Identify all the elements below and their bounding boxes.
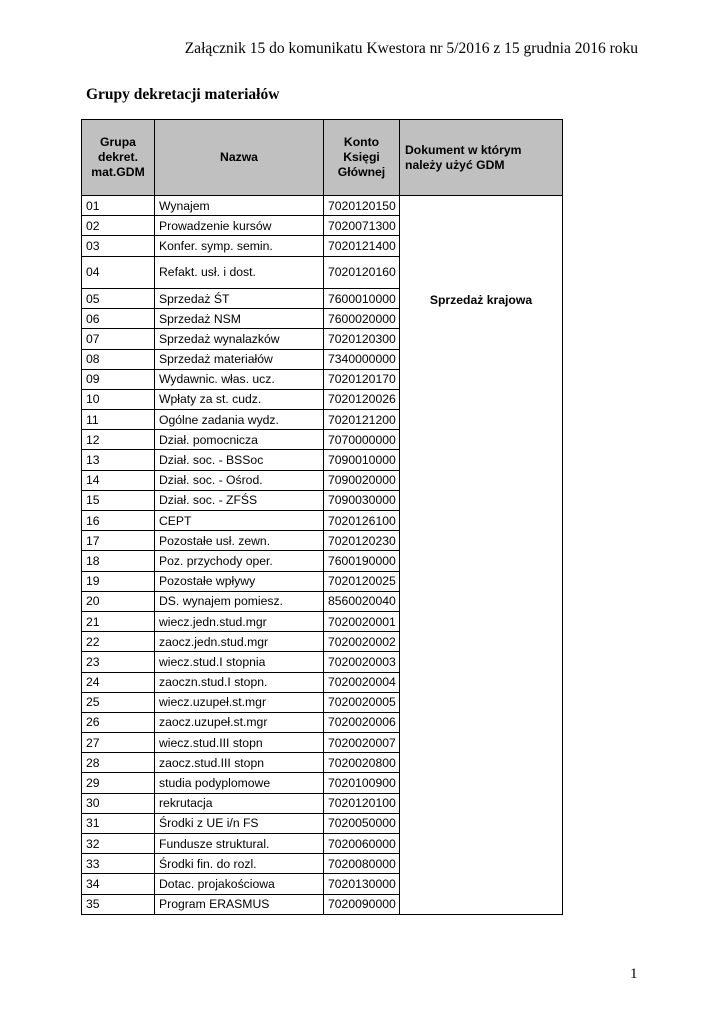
- cell-konto: 7020090000: [324, 894, 400, 914]
- cell-nazwa: wiecz.jedn.stud.mgr: [155, 611, 324, 631]
- cell-konto: 7020060000: [324, 834, 400, 854]
- cell-konto: 7020020002: [324, 632, 400, 652]
- cell-nazwa: Fundusze struktural.: [155, 834, 324, 854]
- cell-nazwa: Konfer. symp. semin.: [155, 236, 324, 256]
- cell-nazwa: Pozostałe wpływy: [155, 571, 324, 591]
- cell-grupa: 18: [82, 551, 155, 571]
- cell-grupa: 27: [82, 733, 155, 753]
- cell-nazwa: rekrutacja: [155, 793, 324, 813]
- cell-grupa: 29: [82, 773, 155, 793]
- cell-grupa: 15: [82, 490, 155, 510]
- cell-konto: 7020130000: [324, 874, 400, 894]
- header-grupa-line: mat.GDM: [91, 165, 145, 179]
- cell-grupa: 34: [82, 874, 155, 894]
- cell-nazwa: Sprzedaż materiałów: [155, 349, 324, 369]
- cell-nazwa: Prowadzenie kursów: [155, 216, 324, 236]
- cell-grupa: 35: [82, 894, 155, 914]
- cell-nazwa: DS. wynajem pomiesz.: [155, 591, 324, 611]
- cell-grupa: 19: [82, 571, 155, 591]
- header-konto-line: Księgi: [343, 150, 380, 164]
- cell-konto: 7070000000: [324, 430, 400, 450]
- cell-nazwa: Sprzedaż wynalazków: [155, 329, 324, 349]
- header-dokument-line: Dokument w którym: [405, 142, 522, 157]
- cell-grupa: 02: [82, 216, 155, 236]
- cell-konto: 7090030000: [324, 490, 400, 510]
- cell-nazwa: Pozostałe usł. zewn.: [155, 531, 324, 551]
- cell-grupa: 16: [82, 511, 155, 531]
- cell-nazwa: CEPT: [155, 511, 324, 531]
- cell-nazwa: zaoczn.stud.I stopn.: [155, 672, 324, 692]
- cell-nazwa: wiecz.uzupeł.st.mgr: [155, 692, 324, 712]
- cell-grupa: 05: [82, 288, 155, 308]
- cell-grupa: 14: [82, 470, 155, 490]
- cell-dokument: Sprzedaż krajowa: [400, 196, 563, 915]
- cell-grupa: 04: [82, 256, 155, 288]
- cell-grupa: 28: [82, 753, 155, 773]
- cell-konto: 7020126100: [324, 511, 400, 531]
- gdm-table: [81, 119, 563, 915]
- cell-konto: 7600020000: [324, 309, 400, 329]
- cell-nazwa: Dział. soc. - ZFŚS: [155, 490, 324, 510]
- cell-nazwa: Poz. przychody oper.: [155, 551, 324, 571]
- cell-grupa: 13: [82, 450, 155, 470]
- cell-grupa: 01: [82, 196, 155, 216]
- cell-konto: 7020050000: [324, 813, 400, 833]
- cell-nazwa: Wynajem: [155, 196, 324, 216]
- cell-nazwa: Sprzedaż ŚT: [155, 288, 324, 308]
- header-dokument: [400, 120, 563, 196]
- cell-grupa: 25: [82, 692, 155, 712]
- cell-grupa: 21: [82, 611, 155, 631]
- cell-konto: 7020120300: [324, 329, 400, 349]
- cell-konto: 7020120025: [324, 571, 400, 591]
- cell-konto: 7020020003: [324, 652, 400, 672]
- header-grupa-line: Grupa: [100, 135, 136, 149]
- cell-grupa: 30: [82, 793, 155, 813]
- cell-konto: 7020120150: [324, 196, 400, 216]
- cell-nazwa: Program ERASMUS: [155, 894, 324, 914]
- cell-konto: 8560020040: [324, 591, 400, 611]
- cell-nazwa: Ogólne zadania wydz.: [155, 410, 324, 430]
- cell-nazwa: Sprzedaż NSM: [155, 309, 324, 329]
- cell-konto: 7020020004: [324, 672, 400, 692]
- cell-nazwa: wiecz.stud.I stopnia: [155, 652, 324, 672]
- cell-konto: 7020120230: [324, 531, 400, 551]
- cell-grupa: 24: [82, 672, 155, 692]
- cell-nazwa: Środki fin. do rozl.: [155, 854, 324, 874]
- cell-nazwa: Dział. pomocnicza: [155, 430, 324, 450]
- cell-konto: 7020120170: [324, 369, 400, 389]
- cell-nazwa: Wydawnic. włas. ucz.: [155, 369, 324, 389]
- cell-grupa: 17: [82, 531, 155, 551]
- cell-grupa: 22: [82, 632, 155, 652]
- cell-grupa: 11: [82, 410, 155, 430]
- cell-nazwa: Środki z UE i/n FS: [155, 813, 324, 833]
- table-row: [82, 196, 563, 216]
- header-konto-line: Głównej: [337, 165, 386, 179]
- cell-konto: 7340000000: [324, 349, 400, 369]
- page-title: Grupy dekretacji materiałów: [86, 86, 280, 103]
- cell-nazwa: Wpłaty za st. cudz.: [155, 389, 324, 409]
- cell-konto: 7020020007: [324, 733, 400, 753]
- cell-nazwa: studia podyplomowe: [155, 773, 324, 793]
- cell-grupa: 23: [82, 652, 155, 672]
- cell-nazwa: Refakt. usł. i dost.: [155, 256, 324, 288]
- cell-konto: 7020121200: [324, 410, 400, 430]
- cell-grupa: 07: [82, 329, 155, 349]
- cell-grupa: 06: [82, 309, 155, 329]
- cell-nazwa: zaocz.jedn.stud.mgr: [155, 632, 324, 652]
- cell-konto: 7020121400: [324, 236, 400, 256]
- cell-konto: 7020071300: [324, 216, 400, 236]
- cell-konto: 7090020000: [324, 470, 400, 490]
- cell-grupa: 08: [82, 349, 155, 369]
- cell-konto: 7020020001: [324, 611, 400, 631]
- cell-konto: 7600010000: [324, 288, 400, 308]
- header-konto-line: Konto: [343, 135, 380, 149]
- document-header: Załącznik 15 do komunikatu Kwestora nr 5/2016 z 15 grudnia 2016 roku: [184, 40, 638, 57]
- cell-konto: 7090010000: [324, 450, 400, 470]
- cell-konto: 7020120026: [324, 389, 400, 409]
- table-header-row: [82, 120, 563, 196]
- table-body: [82, 196, 563, 915]
- header-grupa-line: dekret.: [98, 150, 138, 164]
- cell-nazwa: Dział. soc. - BSSoc: [155, 450, 324, 470]
- cell-grupa: 12: [82, 430, 155, 450]
- cell-nazwa: Dotac. projakościowa: [155, 874, 324, 894]
- cell-konto: 7020020005: [324, 692, 400, 712]
- page-number: 1: [630, 966, 638, 982]
- header-grupa: [82, 120, 155, 196]
- cell-grupa: 33: [82, 854, 155, 874]
- header-dokument-line: należy użyć GDM: [405, 157, 505, 172]
- cell-grupa: 20: [82, 591, 155, 611]
- cell-nazwa: zaocz.stud.III stopn: [155, 753, 324, 773]
- header-nazwa: Nazwa: [155, 120, 324, 196]
- cell-konto: 7020100900: [324, 773, 400, 793]
- cell-grupa: 03: [82, 236, 155, 256]
- cell-grupa: 09: [82, 369, 155, 389]
- cell-nazwa: Dział. soc. - Ośrod.: [155, 470, 324, 490]
- header-konto: [324, 120, 400, 196]
- cell-konto: 7020080000: [324, 854, 400, 874]
- cell-grupa: 26: [82, 712, 155, 732]
- cell-konto: 7600190000: [324, 551, 400, 571]
- cell-nazwa: wiecz.stud.III stopn: [155, 733, 324, 753]
- cell-grupa: 32: [82, 834, 155, 854]
- cell-konto: 7020120160: [324, 256, 400, 288]
- cell-konto: 7020020006: [324, 712, 400, 732]
- cell-nazwa: zaocz.uzupeł.st.mgr: [155, 712, 324, 732]
- cell-konto: 7020020800: [324, 753, 400, 773]
- cell-grupa: 31: [82, 813, 155, 833]
- cell-konto: 7020120100: [324, 793, 400, 813]
- cell-grupa: 10: [82, 389, 155, 409]
